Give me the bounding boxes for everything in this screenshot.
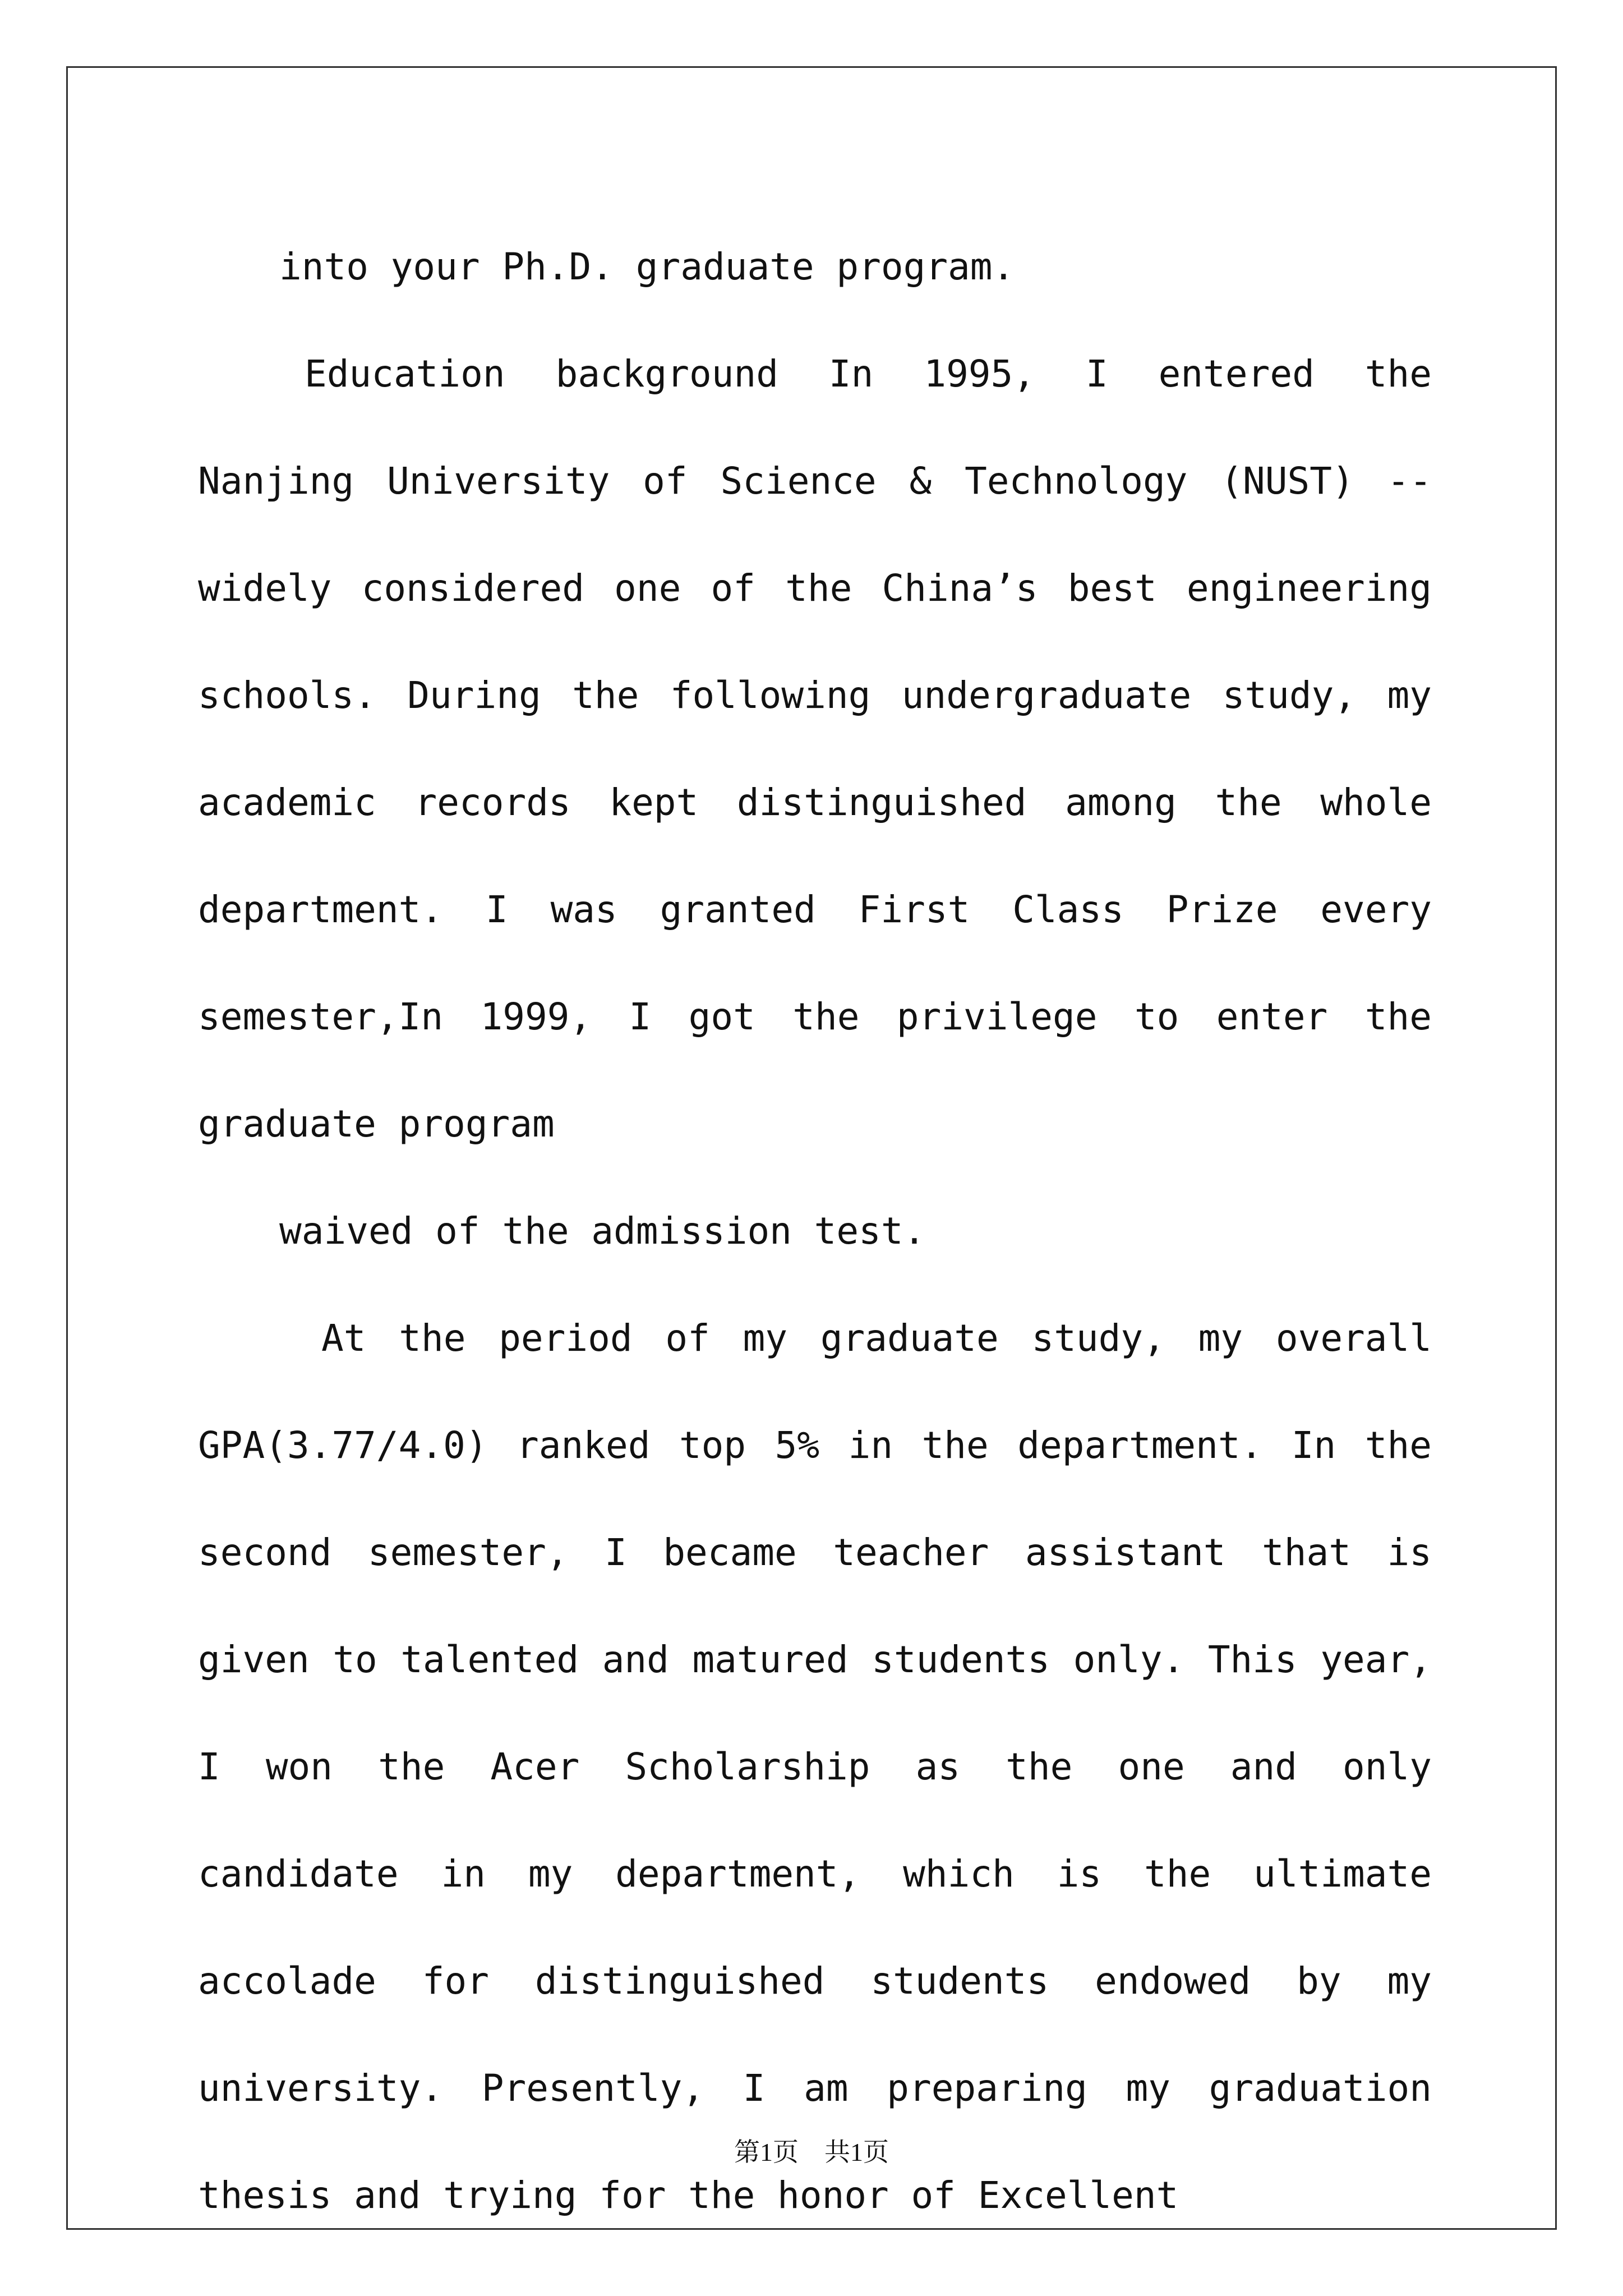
document-body bbox=[198, 213, 1432, 2249]
paragraph-intro: into your Ph.D. graduate program. bbox=[279, 245, 1015, 288]
paragraph-education-background: Education background In 1995, I entered the Nanjing University of Science & Technology (NUST) -- widely considered one of the China’s best engineering schools. During the following undergraduate study, my academic records kept distinguished among the whole department. I was granted First Class Prize every semester,In 1999, I got the privilege to enter the graduate program bbox=[198, 352, 1432, 1145]
paragraph-admission: waived of the admission test. bbox=[279, 1209, 926, 1253]
paragraph-graduate-study: At the period of my graduate study, my overall GPA(3.77/4.0) ranked top 5% in the department. In the second semester, I became teacher assistant that is given to talented and matured students only. This year, I won the Acer Scholarship as the one and only candidate in my department, which is the ultimate accolade for distinguished students endowed by my university. Presently, I am preparing my graduation thesis and trying for the honor of Excellent bbox=[198, 1317, 1432, 2217]
page-number: 第1页 共1页 bbox=[734, 2138, 889, 2166]
